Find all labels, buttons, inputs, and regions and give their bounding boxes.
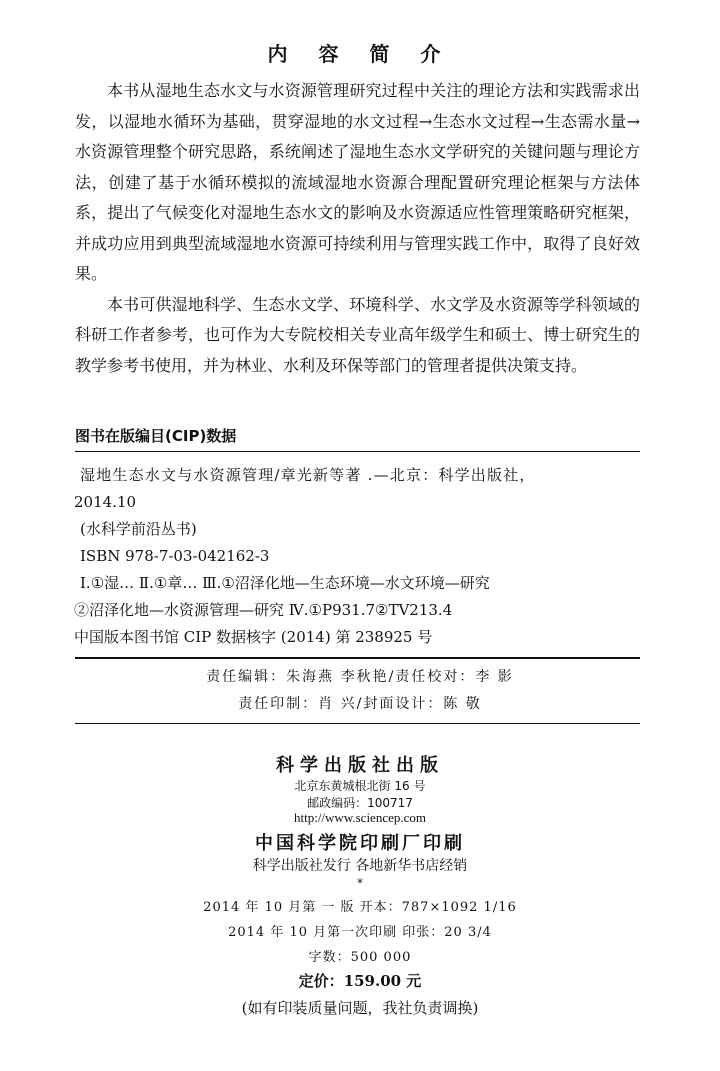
cip-line-3: (水科学前沿丛书) [80, 520, 197, 538]
publisher-url: http://www.sciencep.com [293, 810, 426, 825]
cip-block [74, 462, 640, 651]
cip-line-2: 2014.10 [74, 493, 137, 511]
cip-line-5: Ⅰ.①湿… Ⅱ.①章… Ⅲ.①沼泽化地—生态环境—水文环境—研究 [80, 574, 490, 592]
distribution-line: 科学出版社发行 各地新华书店经销 [252, 858, 468, 874]
page-title: 内 容 简 介 [267, 42, 453, 66]
staff-bottom-rule [75, 723, 640, 724]
cip-top-rule [75, 451, 640, 452]
print-design-line: 责任印制：肖 兴/封面设计：陈 敬 [238, 696, 482, 712]
cip-bottom-rule [75, 657, 640, 659]
publisher-suffix: 出版 [396, 755, 444, 776]
intro-paragraph-2: 本书可供湿地科学、生态水文学、环境科学、水文学及水资源等学科领域的科研工作者参考，也可作为大专院校相关专业高年级学生和硕士、博士研究生的教学参考书使用，并为林业、水利及环保等部门的管理者提供决策支持。 [75, 294, 640, 375]
publisher-name: 科学出版社 [276, 755, 396, 776]
cip-heading: 图书在版编目(CIP)数据 [75, 427, 237, 445]
edition-line: 2014 年 10 月第 一 版 开本：787×1092 1/16 [203, 900, 517, 915]
printer-suffix: 印刷 [423, 833, 465, 854]
publisher-line [0, 751, 720, 777]
quality-note: (如有印装质量问题，我社负责调换) [241, 999, 479, 1017]
intro-paragraph-1: 本书从湿地生态水文与水资源管理研究过程中关注的理论方法和实践需求出发，以湿地水循环为基础，贯穿湿地的水文过程→生态水文过程→生态需水量→水资源管理整个研究思路，系统阐述了湿地生态水文学研究的关键问题与理论方法，创建了基于水循环模拟的流域湿地水资源合理配置研究理论框架与方法体系，提出了气候变化对湿地生态水文的影响及水资源适应性管理策略研究框架，并成功应用到典型流域湿地水资源可持续利用与管理实践工作中，取得了良好效果。 [75, 81, 640, 283]
editor-line: 责任编辑：朱海燕 李秋艳/责任校对：李 影 [206, 669, 514, 685]
cip-line-4: ISBN 978-7-03-042162-3 [80, 547, 270, 565]
cip-line-7: 中国版本图书馆 CIP 数据核字 (2014) 第 238925 号 [74, 628, 433, 646]
separator-star: * [357, 876, 363, 890]
printer-line [0, 829, 720, 855]
word-count: 字数：500 000 [308, 950, 412, 965]
price: 定价：159.00 元 [298, 972, 422, 990]
printer-name: 中国科学院印刷厂 [255, 833, 423, 854]
cip-line-1: 湿地生态水文与水资源管理/章光新等著 .—北京：科学出版社， [80, 466, 536, 484]
cip-line-6: ②沼泽化地—水资源管理—研究 Ⅳ.①P931.7②TV213.4 [74, 601, 453, 619]
publisher-postcode: 邮政编码：100717 [307, 796, 413, 810]
introduction [75, 76, 640, 381]
printing-line: 2014 年 10 月第一次印刷 印张：20 3/4 [228, 925, 492, 940]
publisher-address: 北京东黄城根北街 16 号 [294, 779, 426, 793]
